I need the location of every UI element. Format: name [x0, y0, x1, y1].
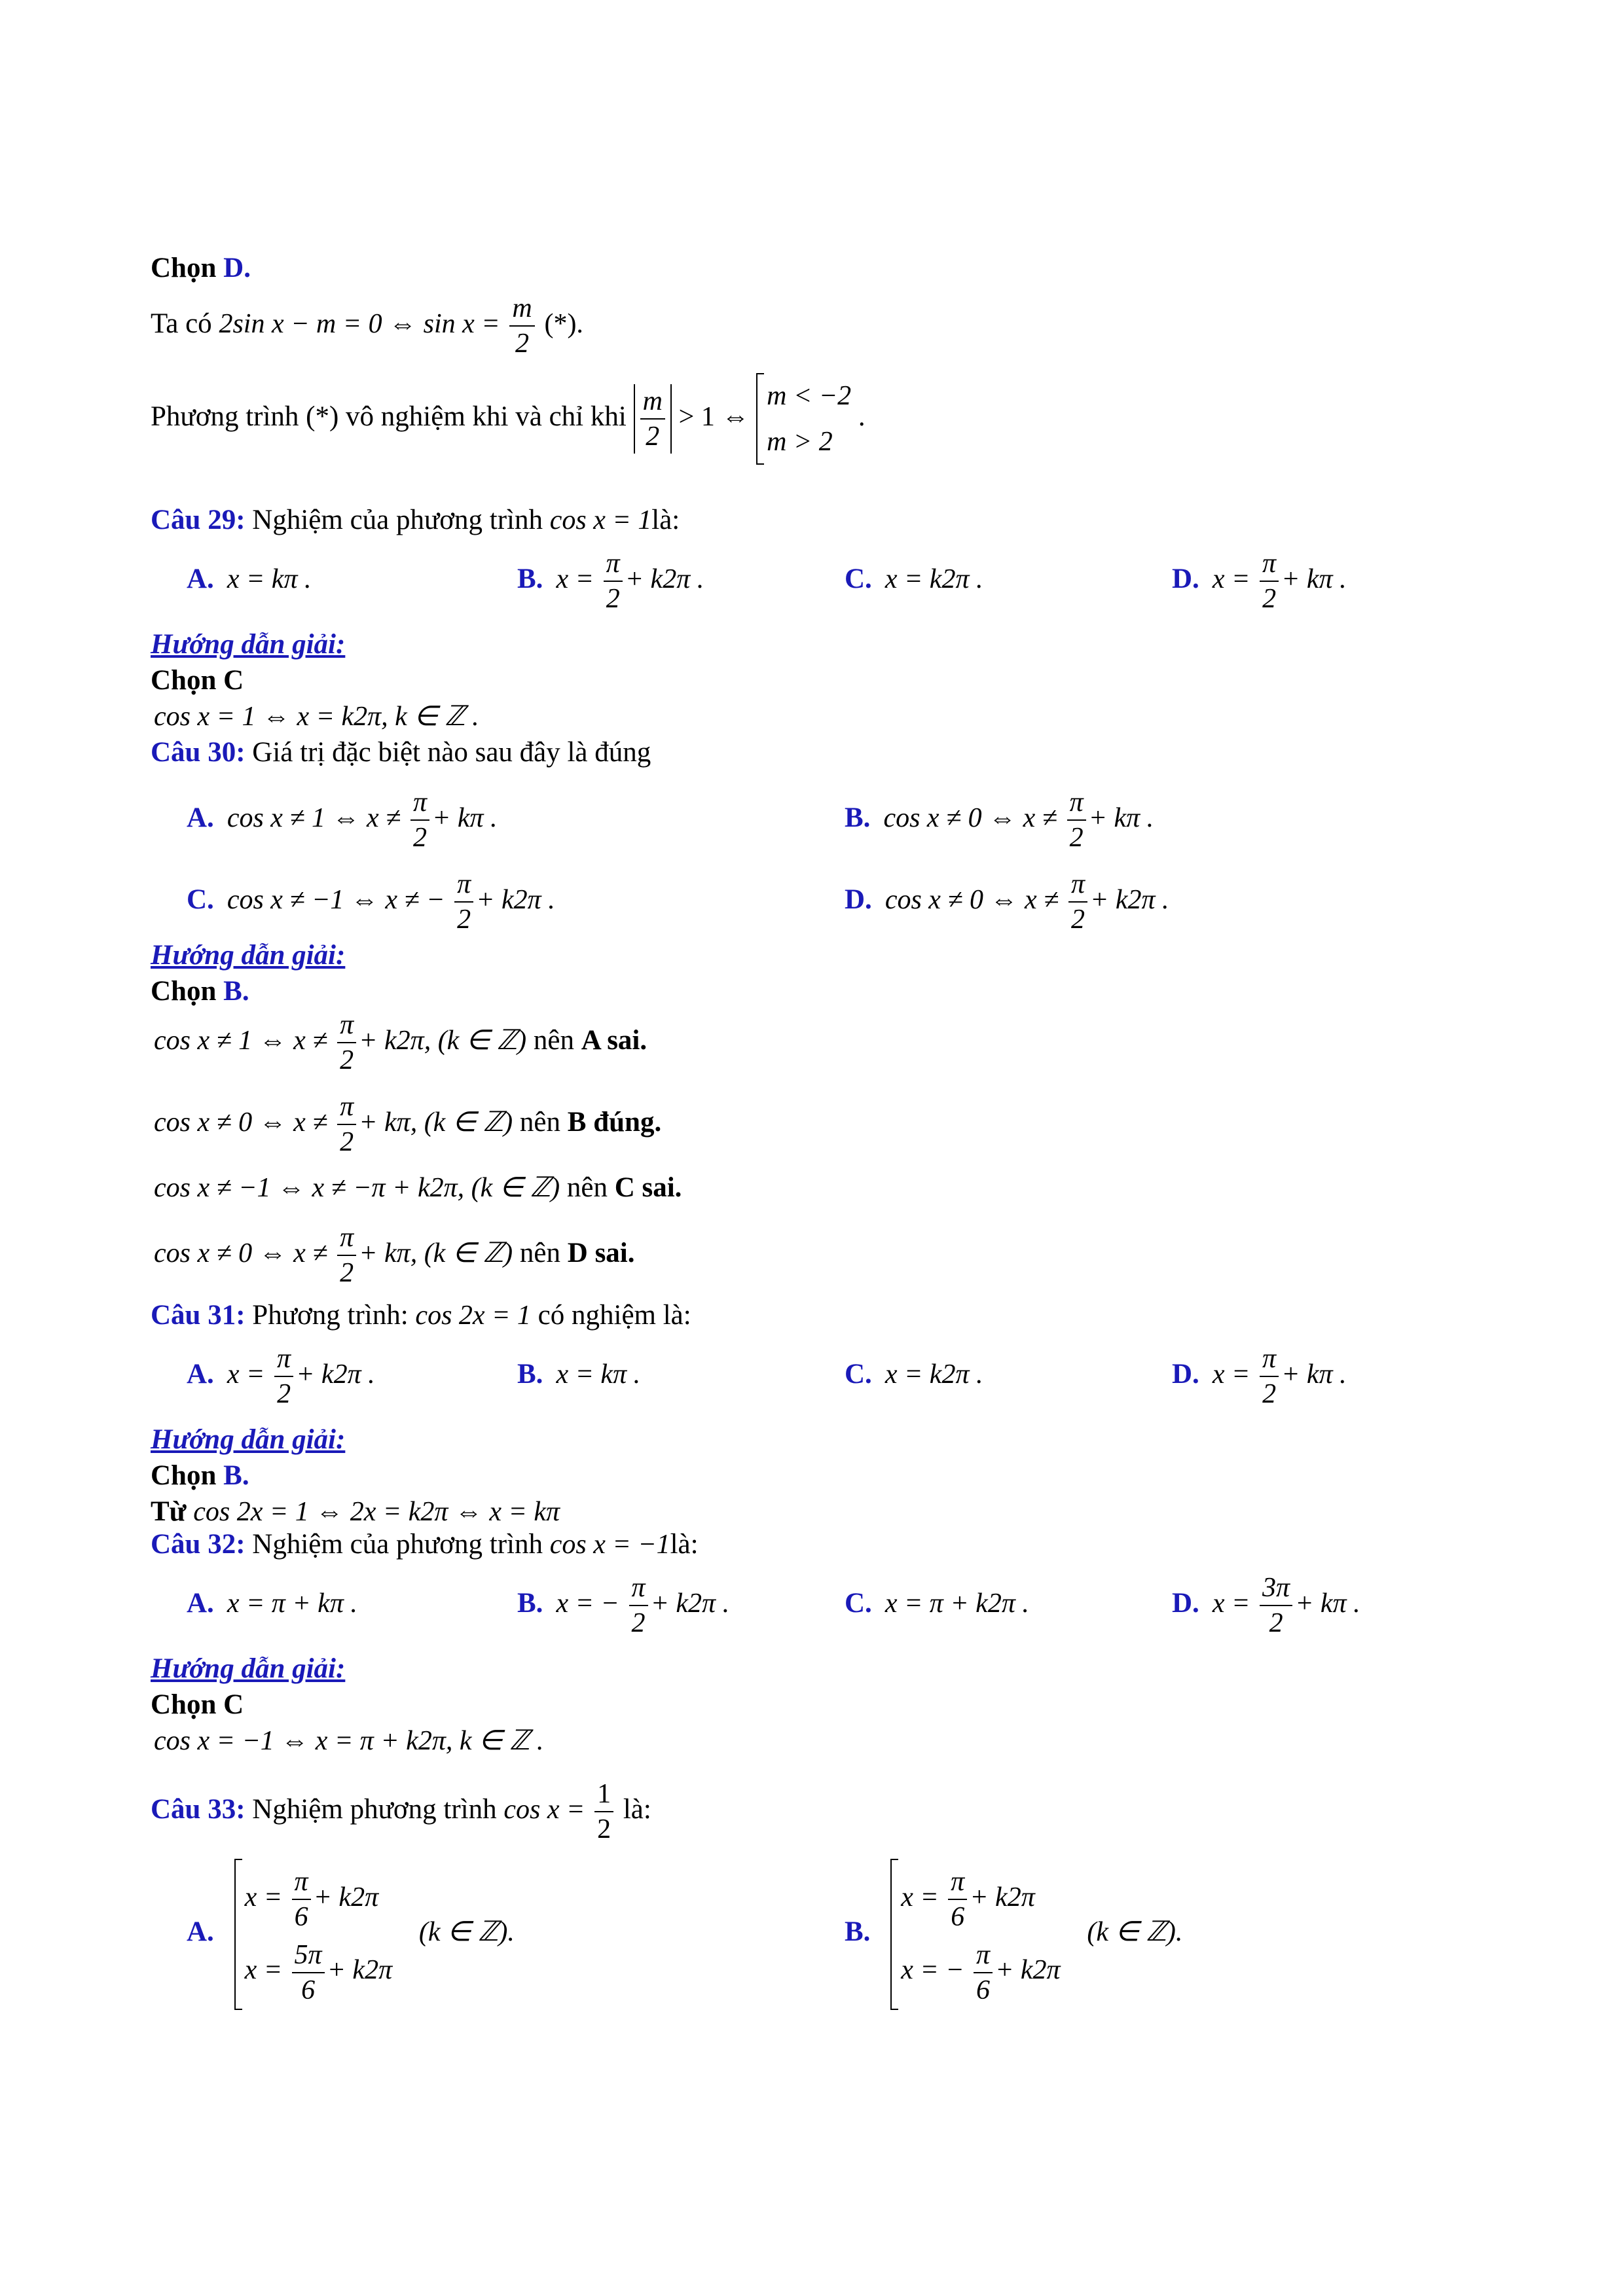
- answer-choice: Chọn B.: [151, 976, 249, 1007]
- option-a[interactable]: A. x = $\frac{\pi}{2}$ + k2π .: [187, 1342, 375, 1411]
- option-d[interactable]: D. x = $\frac{\pi}{2}$ + kπ .: [1172, 547, 1347, 616]
- answer-choice: Chọn D.: [151, 253, 251, 283]
- question-33: Câu 33: Nghiệm phương trình cos x = $\frac{1}{2}$ là:: [151, 1777, 651, 1846]
- option-b[interactable]: B. x = $\frac{\pi}{6}$ + k2π x = − $\frac{\pi}{6}$ + k2π (k ∈ ℤ).: [845, 1859, 1182, 2010]
- question-30: Câu 30: Giá trị đặc biệt nào sau đây là đúng: [151, 737, 651, 768]
- option-c[interactable]: C. x = π + k2π .: [845, 1588, 1029, 1619]
- option-b[interactable]: B. x = − $\frac{\pi}{2}$ + k2π .: [517, 1571, 729, 1640]
- solution-line: Phương trình (*) vô nghiệm khi và chỉ khi $\frac{m}{2}$ > 1 ⇔ m < −2 m > 2 .: [151, 373, 866, 465]
- answer-choice: Chọn B.: [151, 1460, 249, 1491]
- question-31: Câu 31: Phương trình: cos 2x = 1 có nghiệm là:: [151, 1300, 691, 1331]
- solution-line: Ta có 2sin x − m = 0 ⇔ sin x = $\frac{m}{2}$ (*).: [151, 291, 583, 361]
- guide-heading: Hướng dẫn giải:: [151, 940, 346, 971]
- option-d[interactable]: D. x = $\frac{\pi}{2}$ + kπ .: [1172, 1342, 1347, 1411]
- question-29: Câu 29: Nghiệm của phương trình cos x = 1là:: [151, 505, 680, 535]
- option-a[interactable]: A. x = kπ .: [187, 564, 312, 594]
- option-c[interactable]: C. cos x ≠ −1 ⇔ x ≠ − $\frac{\pi}{2}$ + k2π .: [187, 867, 555, 937]
- solution-line: cos x = −1 ⇔ x = π + k2π, k ∈ ℤ .: [154, 1726, 544, 1756]
- answer-choice: Chọn C: [151, 1689, 244, 1720]
- guide-heading: Hướng dẫn giải:: [151, 1424, 346, 1455]
- option-b[interactable]: B. x = $\frac{\pi}{2}$ + k2π .: [517, 547, 704, 616]
- option-d[interactable]: D. x = $\frac{3\pi}{2}$ + kπ .: [1172, 1571, 1360, 1640]
- option-a[interactable]: A. x = π + kπ .: [187, 1588, 357, 1619]
- solution-line: cos x ≠ 0 ⇔ x ≠ $\frac{\pi}{2}$ + kπ, (k ∈ ℤ) nên D sai.: [154, 1221, 635, 1290]
- solution-line: cos x ≠ 0 ⇔ x ≠ $\frac{\pi}{2}$ + kπ, (k ∈ ℤ) nên B đúng.: [154, 1090, 661, 1159]
- solution-line: cos x = 1 ⇔ x = k2π, k ∈ ℤ .: [154, 702, 479, 732]
- guide-heading: Hướng dẫn giải:: [151, 1653, 346, 1684]
- solution-line: cos x ≠ 1 ⇔ x ≠ $\frac{\pi}{2}$ + k2π, (k ∈ ℤ) nên A sai.: [154, 1008, 647, 1077]
- option-c[interactable]: C. x = k2π .: [845, 1359, 983, 1390]
- solution-line: cos x ≠ −1 ⇔ x ≠ −π + k2π, (k ∈ ℤ) nên C sai.: [154, 1172, 682, 1203]
- option-b[interactable]: B. x = kπ .: [517, 1359, 641, 1390]
- option-b[interactable]: B. cos x ≠ 0 ⇔ x ≠ $\frac{\pi}{2}$ + kπ .: [845, 785, 1154, 855]
- solution-line: Từ cos 2x = 1 ⇔ 2x = k2π ⇔ x = kπ: [151, 1496, 560, 1527]
- option-a[interactable]: A. x = $\frac{\pi}{6}$ + k2π x = $\frac{5\pi}{6}$ + k2π (k ∈ ℤ).: [187, 1859, 515, 2010]
- guide-heading: Hướng dẫn giải:: [151, 629, 346, 660]
- answer-choice: Chọn C: [151, 665, 244, 696]
- question-32: Câu 32: Nghiệm của phương trình cos x = −1là:: [151, 1529, 699, 1560]
- option-c[interactable]: C. x = k2π .: [845, 564, 983, 594]
- option-a[interactable]: A. cos x ≠ 1 ⇔ x ≠ $\frac{\pi}{2}$ + kπ .: [187, 785, 498, 855]
- option-d[interactable]: D. cos x ≠ 0 ⇔ x ≠ $\frac{\pi}{2}$ + k2π .: [845, 867, 1169, 937]
